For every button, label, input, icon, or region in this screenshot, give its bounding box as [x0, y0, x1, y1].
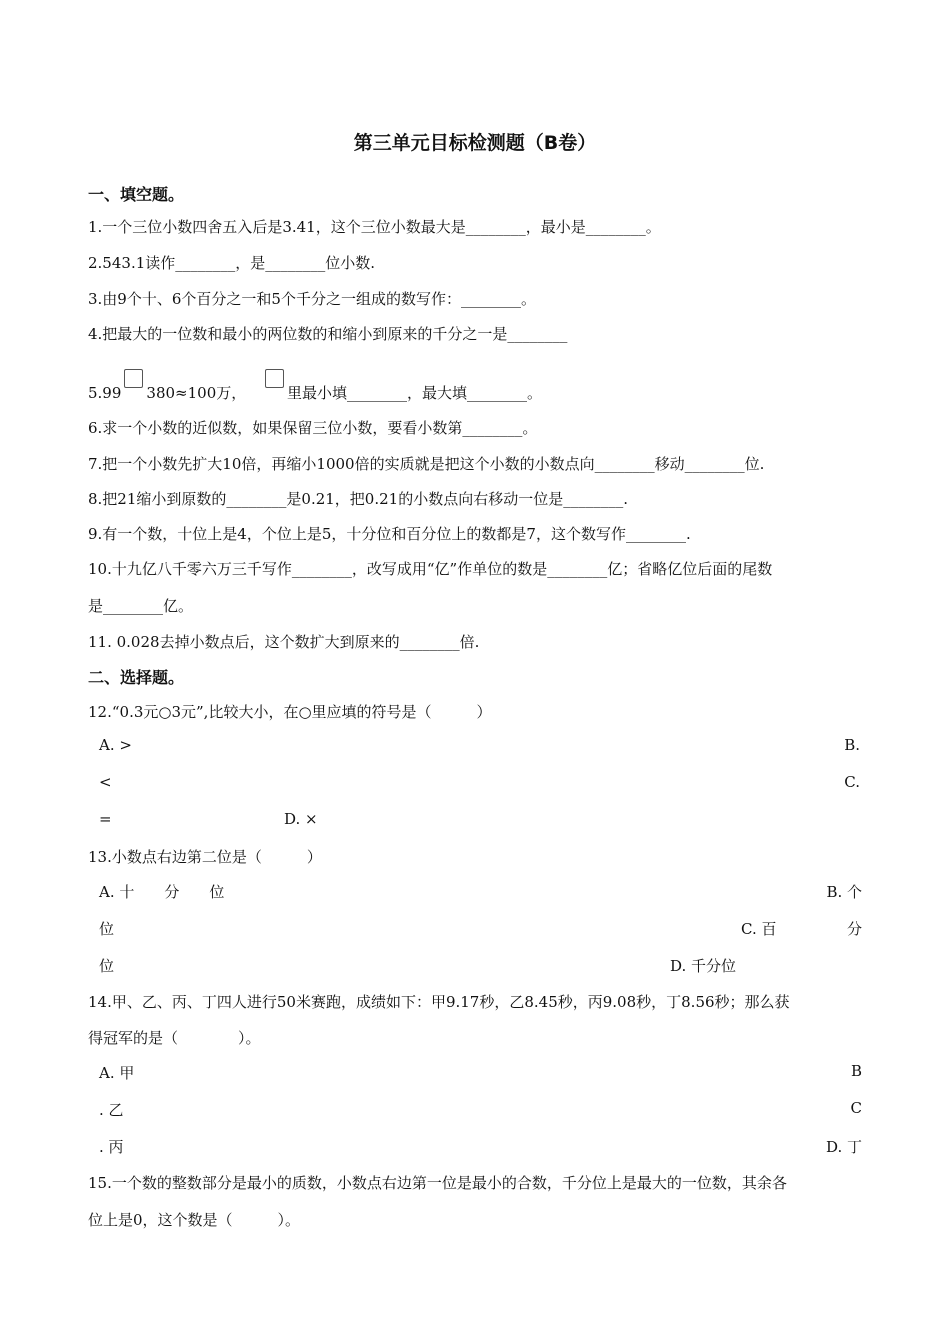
question-12-option-b-symbol: <	[99, 773, 112, 791]
question-11: 11. 0.028去掉小数点后，这个数扩大到原来的________倍.	[88, 633, 480, 651]
question-13-option-d[interactable]: D. 千分位	[670, 957, 737, 975]
question-5-part3: 里最小填________，最大填________。	[287, 384, 543, 402]
question-15-line1: 15.一个数的整数部分是最小的质数，小数点右边第一位是最小的合数，千分位上是最大的一位数，其余各	[88, 1174, 787, 1192]
question-12-option-c-symbol: =	[99, 810, 112, 828]
question-6: 6.求一个小数的近似数，如果保留三位小数，要看小数第________。	[88, 419, 538, 437]
question-13-option-c-tail: 分	[846, 920, 862, 938]
question-14-option-b[interactable]: B	[850, 1062, 862, 1080]
question-15-line2: 位上是0，这个数是（ ）。	[88, 1211, 301, 1229]
question-12-option-d[interactable]: D. ×	[284, 810, 318, 828]
question-10-line1: 10.十九亿八千零六万三千写作________，改写成用“亿”作单位的数是________亿；省略亿位后面的尾数	[88, 560, 773, 578]
question-12-option-c[interactable]: C.	[844, 773, 860, 791]
section-choice-heading: 二、选择题。	[88, 668, 185, 687]
question-10-line2: 是________亿。	[88, 597, 194, 615]
question-12-option-b[interactable]: B.	[844, 736, 860, 754]
question-14-line1: 14.甲、乙、丙、丁四人进行50米赛跑，成绩如下：甲9.17秒，乙8.45秒，丙9.08秒，丁8.56秒；那么获	[88, 993, 790, 1011]
question-13-option-b[interactable]: B. 个	[826, 883, 862, 901]
question-4: 4.把最大的一位数和最小的两位数的和缩小到原来的千分之一是________	[88, 325, 568, 343]
question-14-option-a[interactable]: A. 甲	[99, 1064, 135, 1082]
question-2: 2.543.1读作________，是________位小数.	[88, 254, 376, 272]
question-12-option-a[interactable]: A. >	[99, 736, 132, 754]
question-7: 7.把一个小数先扩大10倍，再缩小1000倍的实质就是把这个小数的小数点向________移动________位.	[88, 455, 765, 473]
question-3: 3.由9个十、6个百分之一和5个千分之一组成的数写作：________。	[88, 290, 536, 308]
question-13-stem: 13.小数点右边第二位是（ ）	[88, 848, 322, 866]
question-9: 9.有一个数，十位上是4，个位上是5，十分位和百分位上的数都是7，这个数写作________.	[88, 525, 691, 543]
question-12-stem: 12.“0.3元○3元”,比较大小，在○里应填的符号是（ ）	[88, 703, 492, 721]
blank-box-icon	[124, 369, 143, 388]
question-14-option-d[interactable]: D. 丁	[825, 1138, 862, 1156]
question-13-option-c-cont: 位	[99, 957, 115, 975]
question-14-line2: 得冠军的是（ ）。	[88, 1029, 261, 1047]
question-14-option-c[interactable]: C	[850, 1099, 862, 1117]
question-13-option-b-cont: 位	[99, 920, 115, 938]
section-fill-heading: 一、填空题。	[88, 185, 185, 204]
question-13-option-c[interactable]: C. 百	[741, 920, 777, 938]
question-13-option-a[interactable]: A. 十 分 位	[99, 883, 225, 901]
page-title: 第三单元目标检测题（B卷）	[353, 132, 597, 154]
question-14-option-c-cont: . 丙	[99, 1138, 124, 1156]
question-5	[88, 369, 542, 403]
question-5-part2: 380≈100万，	[146, 384, 247, 402]
blank-box-icon	[265, 369, 284, 388]
question-8: 8.把21缩小到原数的________是0.21，把0.21的小数点向右移动一位是________.	[88, 490, 628, 508]
question-1: 1.一个三位小数四舍五入后是3.41，这个三位小数最大是________，最小是________。	[88, 218, 661, 236]
question-5-part1: 5.99	[88, 384, 122, 402]
question-14-option-b-cont: . 乙	[99, 1101, 124, 1119]
